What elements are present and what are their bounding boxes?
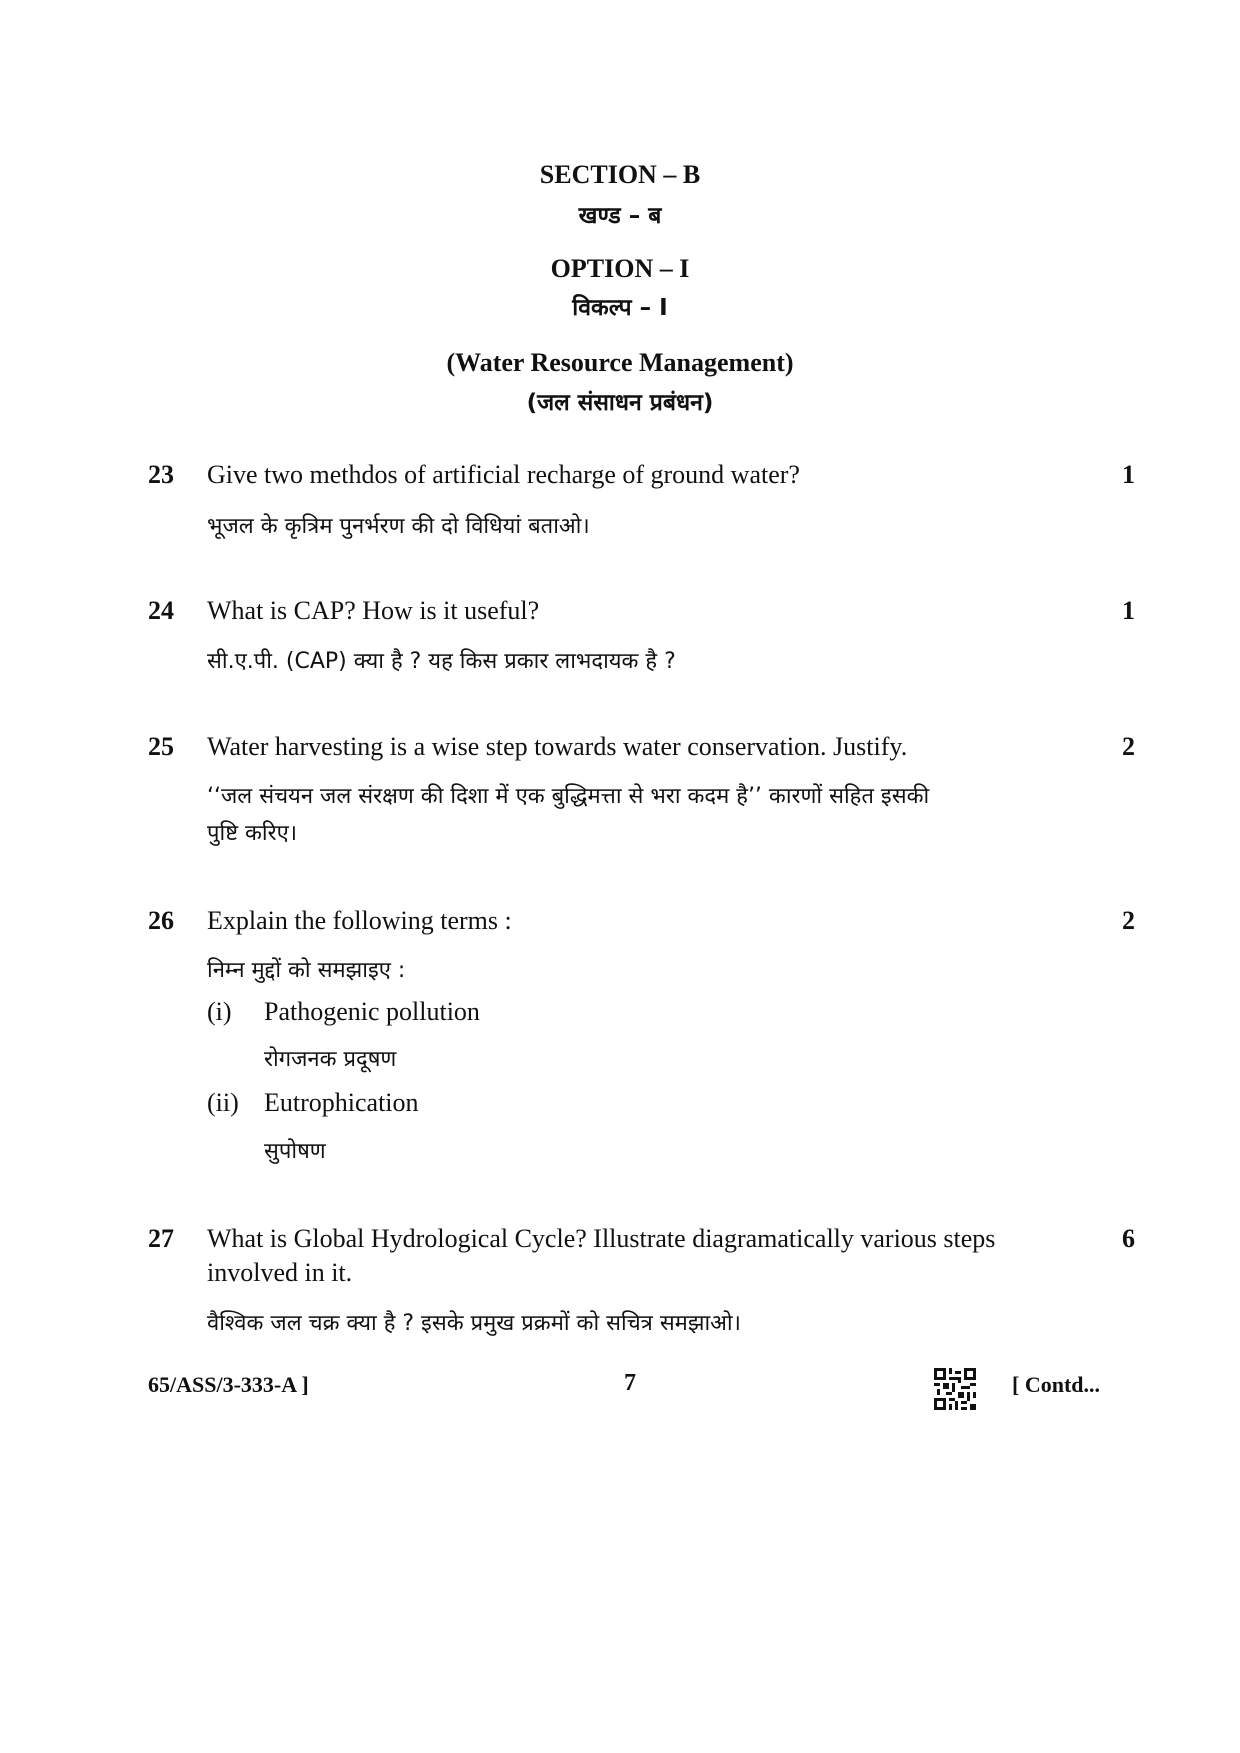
topic-title: (Water Resource Management) <box>446 348 794 377</box>
question-text-line1: What is Global Hydrological Cycle? Illustrate diagramatically various steps <box>207 1224 996 1253</box>
question-number: 23 <box>148 460 174 489</box>
question-text: What is CAP? How is it useful? <box>207 596 540 625</box>
sub-item-text: Pathogenic pollution <box>264 997 480 1026</box>
question-text-hindi-line1: ‘‘जल संचयन जल संरक्षण की दिशा में एक बुद्धिमत्ता से भरा कदम है’’ कारणों सहित इसकी <box>207 784 930 809</box>
sub-item-text: Eutrophication <box>264 1088 419 1117</box>
sub-item-text-hindi: सुपोषण <box>264 1139 326 1164</box>
page-number: 7 <box>624 1370 636 1396</box>
question-text-hindi-line2: पुष्टि करिए। <box>207 821 298 846</box>
sub-item-label: (i) <box>207 997 232 1026</box>
question-text-hindi: निम्न मुद्दों को समझाइए : <box>207 958 406 983</box>
question-text: Water harvesting is a wise step towards water conservation. Justify. <box>207 732 908 761</box>
question-number: 24 <box>148 596 174 625</box>
question-text-hindi: सी.ए.पी. (CAP) क्या है ? यह किस प्रकार लाभदायक है ? <box>207 649 676 674</box>
question-marks: 2 <box>1122 732 1135 761</box>
question-text: Give two methdos of artificial recharge of ground water? <box>207 460 800 489</box>
question-marks: 1 <box>1122 596 1135 625</box>
question-marks: 1 <box>1122 460 1135 489</box>
section-title: SECTION – B <box>539 160 701 189</box>
question-text-hindi: भूजल के कृत्रिम पुनर्भरण की दो विधियां बताओ। <box>207 514 590 539</box>
section-title-hindi: खण्ड – ब <box>578 203 662 229</box>
question-marks: 2 <box>1122 906 1135 935</box>
question-number: 26 <box>148 906 174 935</box>
option-title: OPTION – I <box>550 254 690 283</box>
question-number: 27 <box>148 1224 174 1253</box>
continued-label: [ Contd... <box>1012 1372 1101 1397</box>
question-text-line2: involved in it. <box>207 1258 353 1287</box>
option-title-hindi: विकल्प – I <box>572 295 668 321</box>
qr-code-icon <box>934 1368 979 1413</box>
sub-item-label: (ii) <box>207 1088 239 1117</box>
question-marks: 6 <box>1122 1224 1135 1253</box>
question-text-hindi: वैश्विक जल चक्र क्या है ? इसके प्रमुख प्रक्रमों को सचित्र समझाओ। <box>207 1311 742 1336</box>
question-text: Explain the following terms : <box>207 906 512 935</box>
topic-title-hindi: (जल संसाधन प्रबंधन) <box>526 390 714 416</box>
sub-item-text-hindi: रोगजनक प्रदूषण <box>264 1047 397 1072</box>
question-number: 25 <box>148 732 174 761</box>
paper-code: 65/ASS/3-333-A ] <box>148 1372 309 1397</box>
